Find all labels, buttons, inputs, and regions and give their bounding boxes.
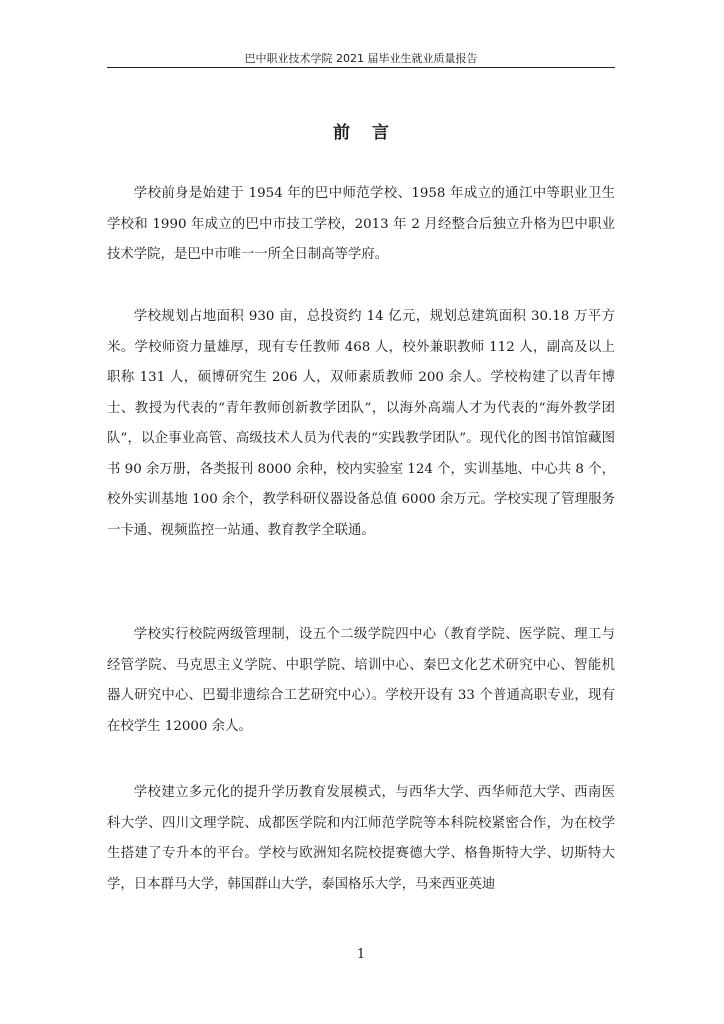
header-rule xyxy=(107,67,615,68)
paragraph-cooperation: 学校建立多元化的提升学历教育发展模式，与西华大学、西华师范大学、西南医科大学、四川文理学院、成都医学院和内江师范学院等本科院校紧密合作，为在校学生搭建了专升本的平台。学校与欧洲知名院校提赛德大学、格鲁斯特大学、切斯特大学，日本群马大学，韩国群山大学，泰国格乐大学，马来西亚英迪 xyxy=(107,785,615,892)
page-number: 1 xyxy=(356,947,366,962)
paragraph-history: 学校前身是始建于 1954 年的巴中师范学校、1958 年成立的通江中等职业卫生学校和 1990 年成立的巴中市技工学校，2013 年 2 月经整合后独立升格为巴中职业技术学院，是巴中市唯一一所全日制高等学府。 xyxy=(107,186,615,262)
running-header: 巴中职业技术学院 2021 届毕业生就业质量报告 xyxy=(244,52,478,65)
page-title: 前 言 xyxy=(333,123,397,143)
paragraph-management: 学校实行校院两级管理制，设五个二级学院四中心（教育学院、医学院、理工与经管学院、马克思主义学院、中职学院、培训中心、秦巴文化艺术研究中心、智能机器人研究中心、巴蜀非遗综合工艺研究中心）。学校开设有 33 个普通高职专业，现有在校学生 12000 余人。 xyxy=(107,627,615,734)
paragraph-facilities: 学校规划占地面积 930 亩，总投资约 14 亿元，规划总建筑面积 30.18 万平方米。学校师资力量雄厚，现有专任教师 468 人，校外兼职教师 112 人，副高及以上职称 131 人，硕博研究生 206 人，双师素质教师 200 余人。学校构建了以青年博士、教授为代表的“青年教师创新教学团队”，以海外高端人才为代表的“海外教学团队”，以企事业高管、高级技术人员为代表的“实践教学团队”。现代化的图书馆馆藏图书 90 余万册，各类报刊 8000 余种，校内实验室 124 个，实训基地、中心共 8 个，校外实训基地 100 余个，教学科研仪器设备总值 6000 余万元。学校实现了管理服务一卡通、视频监控一站通、教育教学全联通。 xyxy=(107,309,615,538)
